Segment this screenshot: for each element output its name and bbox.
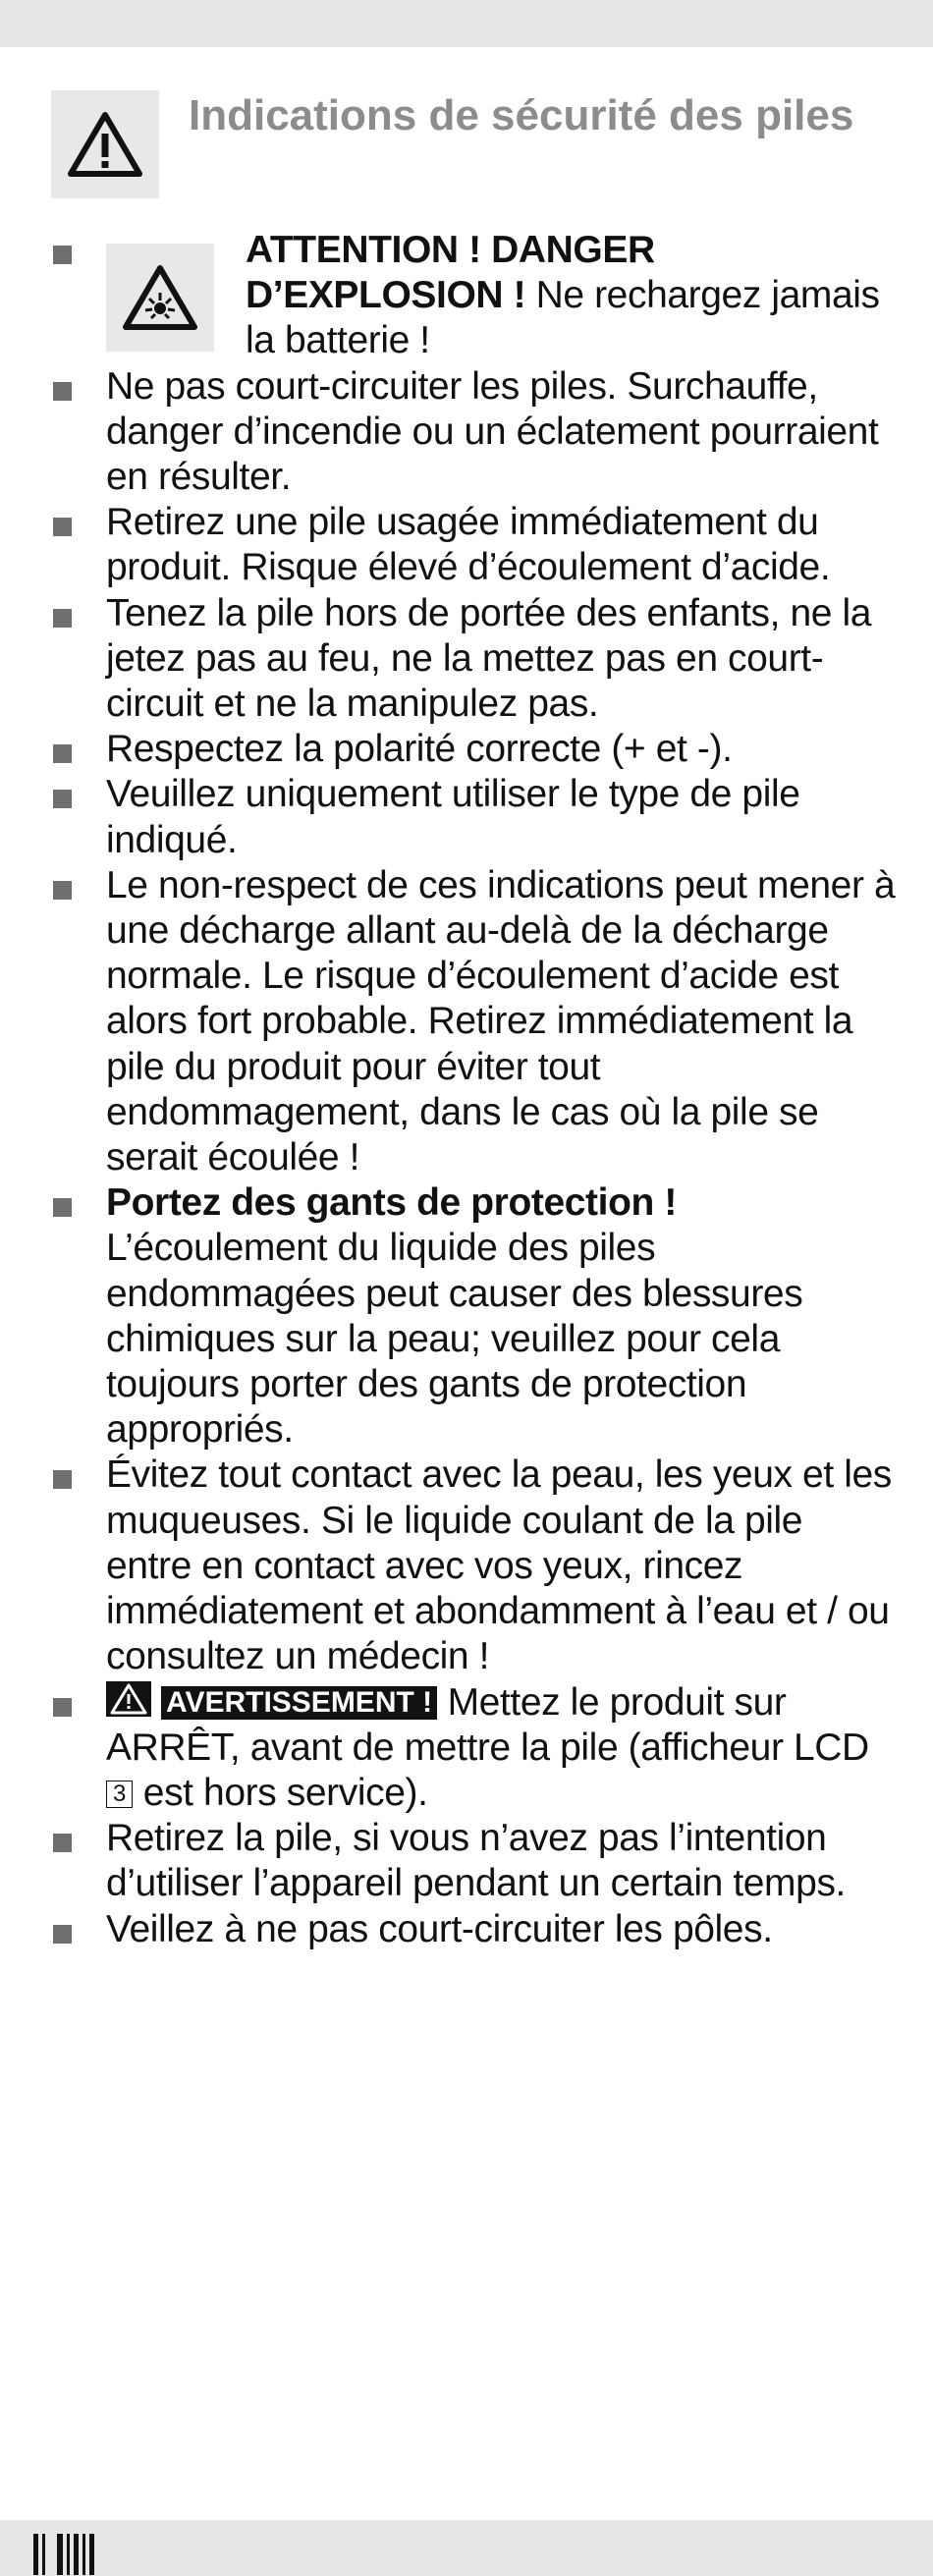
list-item (51, 1680, 896, 1817)
list-item (51, 727, 896, 772)
section-header (51, 90, 876, 198)
bullet (53, 518, 72, 536)
item-text: est hors service). (133, 1771, 428, 1814)
list-item (51, 1180, 896, 1452)
bullet (53, 1834, 72, 1852)
gloves-heading: Portez des gants de protection ! (106, 1181, 677, 1225)
item-text: Ne rechargez jamais la batterie ! (246, 274, 880, 362)
bullet (53, 790, 72, 808)
bullet (53, 1198, 72, 1217)
explosion-warning-heading: ATTENTION ! DANGER D’EXPLOSION ! (246, 229, 655, 317)
top-band (0, 0, 933, 47)
bullet (53, 744, 72, 763)
item-text: Veuillez uniquement utiliser le type de pile indiqué. (106, 773, 800, 861)
item-text: Veillez à ne pas court-circuiter les pôles. (106, 1907, 773, 1950)
bottom-band (0, 2520, 933, 2576)
bullet (53, 246, 72, 264)
explosion-warning-icon (106, 244, 214, 352)
lcd-reference-number: 3 (106, 1781, 133, 1808)
safety-list (51, 228, 896, 1952)
list-item (51, 772, 896, 862)
item-text: Retirez une pile usagée immédiatement du produit. Risque élevé d’écoulement d’acide. (106, 501, 831, 589)
list-item (51, 1907, 896, 1952)
barcode-icon (33, 2534, 98, 2575)
item-text: Respectez la polarité correcte (+ et -). (106, 728, 733, 771)
item-text: Mettez le produit sur ARRÊT, avant de mettre la pile (afficheur LCD (106, 1680, 869, 1769)
list-item (51, 1452, 896, 1679)
bullet (53, 1470, 72, 1489)
item-text: Le non-respect de ces indications peut mener à une décharge allant au-delà de la décharge normale. Le risque d’écoulement d’acide est alors fort probable. Retirez immédiatement la pile du produit pour éviter tout endommagement, dans le cas où la pile se serait écoulée ! (106, 863, 896, 1179)
list-item (51, 364, 896, 501)
bullet (53, 881, 72, 900)
item-text: L’écoulement du liquide des piles endommagées peut causer des blessures chimiques sur la peau; veuillez pour cela toujours porter des gants de protection appropriés. (106, 1227, 803, 1452)
bullet (53, 1698, 72, 1717)
item-text: Retirez la pile, si vous n’avez pas l’intention d’utiliser l’appareil pendant un certain temps. (106, 1817, 846, 1905)
item-text: Tenez la pile hors de portée des enfants, ne la jetez pas au feu, ne la mettez pas en court-circuit et ne la manipulez pas. (106, 591, 872, 726)
item-text: Évitez tout contact avec la peau, les yeux et les muqueuses. Si le liquide coulant de la pile entre en contact avec vos yeux, rincez immédiatement et abondamment à l’eau et / ou consultez un médecin ! (106, 1453, 892, 1678)
bullet (53, 609, 72, 628)
bullet (53, 1925, 72, 1944)
list-item (51, 228, 896, 364)
list-item (51, 591, 896, 728)
warning-triangle-icon (106, 1681, 151, 1717)
list-item (51, 1816, 896, 1906)
list-item (51, 863, 896, 1180)
list-item (51, 500, 896, 590)
warning-label: AVERTISSEMENT ! (161, 1686, 437, 1720)
bullet (53, 382, 72, 401)
section-title: Indications de sécurité des piles (189, 91, 854, 139)
item-text: Ne pas court-circuiter les piles. Surchauffe, danger d’incendie ou un éclatement pourraient en résulter. (106, 364, 879, 499)
warning-triangle-icon (51, 90, 159, 198)
